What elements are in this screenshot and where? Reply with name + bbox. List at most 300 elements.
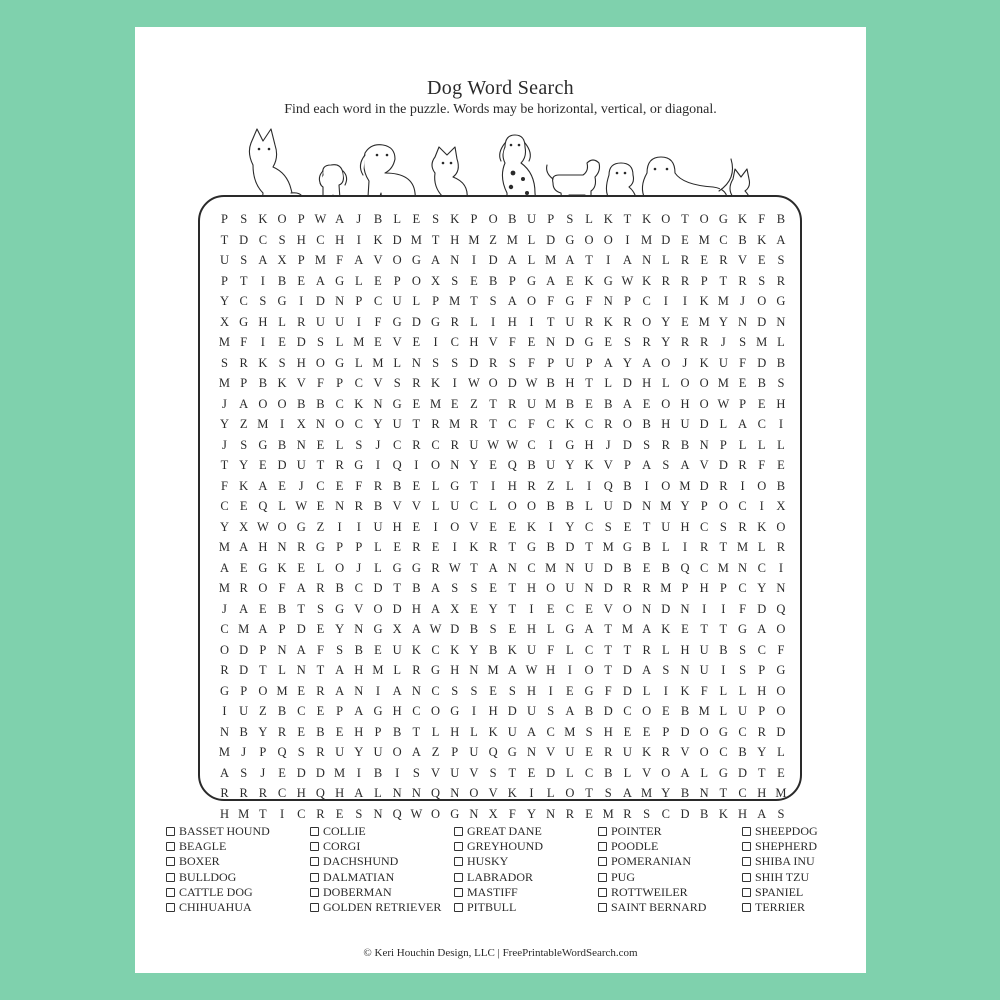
grid-letter[interactable]: M <box>218 581 231 595</box>
grid-letter[interactable]: X <box>392 622 402 636</box>
grid-letter[interactable]: K <box>642 745 652 759</box>
grid-letter[interactable]: O <box>392 253 402 267</box>
grid-letter[interactable]: K <box>680 683 690 698</box>
grid-letter[interactable]: N <box>603 294 613 308</box>
grid-letter[interactable]: R <box>297 314 306 329</box>
grid-letter[interactable]: M <box>410 232 423 247</box>
grid-letter[interactable]: T <box>412 724 421 739</box>
grid-letter[interactable]: U <box>565 581 575 595</box>
grid-letter[interactable]: Q <box>603 478 613 493</box>
grid-letter[interactable]: S <box>259 294 267 308</box>
grid-letter[interactable]: K <box>354 396 364 411</box>
grid-letter[interactable]: O <box>718 499 729 513</box>
grid-letter[interactable]: P <box>221 212 229 226</box>
grid-letter[interactable]: F <box>278 581 286 595</box>
grid-letter[interactable]: I <box>356 765 362 780</box>
grid-letter[interactable]: T <box>719 540 728 554</box>
grid-letter[interactable]: I <box>356 232 362 247</box>
grid-letter[interactable]: S <box>508 683 516 698</box>
grid-letter[interactable]: T <box>719 273 728 288</box>
grid-letter[interactable]: T <box>489 396 498 411</box>
grid-letter[interactable]: L <box>642 683 651 698</box>
grid-letter[interactable]: M <box>218 745 231 759</box>
grid-letter[interactable]: U <box>526 212 537 226</box>
grid-letter[interactable]: V <box>373 376 383 390</box>
grid-letter[interactable]: A <box>565 253 575 267</box>
grid-letter[interactable]: T <box>508 765 517 780</box>
grid-letter[interactable]: X <box>277 253 287 267</box>
grid-letter[interactable]: U <box>680 417 690 431</box>
grid-letter[interactable]: B <box>738 232 747 247</box>
grid-letter[interactable]: D <box>239 642 249 657</box>
grid-letter[interactable]: R <box>738 273 747 288</box>
grid-letter[interactable]: E <box>297 683 306 698</box>
grid-letter[interactable]: R <box>623 806 632 821</box>
grid-letter[interactable]: E <box>585 601 594 616</box>
word-item[interactable] <box>598 870 706 885</box>
grid-letter[interactable]: R <box>488 540 498 554</box>
grid-letter[interactable]: C <box>297 806 306 821</box>
grid-letter[interactable]: O <box>258 683 268 698</box>
grid-letter[interactable]: E <box>278 765 287 780</box>
grid-letter[interactable]: N <box>546 335 556 349</box>
word-item[interactable] <box>166 824 270 839</box>
grid-letter[interactable]: E <box>623 519 632 534</box>
grid-letter[interactable]: T <box>642 519 651 534</box>
grid-letter[interactable]: K <box>469 540 479 554</box>
grid-letter[interactable]: R <box>431 417 440 431</box>
grid-letter[interactable]: X <box>219 314 230 329</box>
grid-letter[interactable]: C <box>220 499 229 513</box>
grid-letter[interactable]: K <box>661 622 671 636</box>
grid-letter[interactable]: P <box>336 376 344 390</box>
grid-letter[interactable]: I <box>414 458 419 472</box>
grid-letter[interactable]: S <box>758 273 766 288</box>
grid-letter[interactable]: E <box>566 273 574 288</box>
word-item[interactable] <box>454 854 543 869</box>
grid-letter[interactable]: U <box>584 560 594 575</box>
grid-letter[interactable]: F <box>700 683 708 698</box>
checkbox-icon[interactable] <box>742 873 751 882</box>
grid-letter[interactable]: B <box>335 581 344 595</box>
grid-letter[interactable]: E <box>527 765 536 780</box>
grid-letter[interactable]: R <box>258 786 268 800</box>
grid-letter[interactable]: C <box>277 786 287 800</box>
grid-letter[interactable]: K <box>258 212 268 226</box>
grid-letter[interactable]: D <box>622 683 633 698</box>
grid-letter[interactable]: J <box>222 437 228 452</box>
grid-letter[interactable]: K <box>757 232 767 247</box>
grid-letter[interactable]: I <box>375 458 381 472</box>
grid-letter[interactable]: Y <box>622 355 633 370</box>
grid-letter[interactable]: P <box>623 294 632 308</box>
grid-letter[interactable]: N <box>469 806 479 821</box>
grid-letter[interactable]: G <box>431 663 441 677</box>
grid-letter[interactable]: M <box>334 765 346 780</box>
grid-letter[interactable]: N <box>373 396 383 411</box>
grid-letter[interactable]: B <box>373 765 383 780</box>
grid-letter[interactable]: J <box>356 212 362 226</box>
grid-letter[interactable]: S <box>451 273 459 288</box>
grid-letter[interactable]: Y <box>219 417 230 431</box>
grid-letter[interactable]: C <box>527 560 536 575</box>
grid-letter[interactable]: M <box>602 540 614 554</box>
grid-letter[interactable]: A <box>642 355 652 370</box>
grid-letter[interactable]: O <box>661 212 671 226</box>
grid-letter[interactable]: L <box>604 376 613 390</box>
grid-letter[interactable]: O <box>622 601 633 616</box>
grid-letter[interactable]: C <box>450 335 460 349</box>
grid-letter[interactable]: R <box>680 273 690 288</box>
grid-letter[interactable]: M <box>717 294 730 308</box>
grid-letter[interactable]: G <box>622 540 633 554</box>
grid-letter[interactable]: W <box>717 396 730 411</box>
grid-letter[interactable]: H <box>450 232 460 247</box>
grid-letter[interactable]: T <box>546 314 555 329</box>
grid-letter[interactable]: Y <box>526 806 537 821</box>
grid-letter[interactable]: E <box>642 724 651 739</box>
grid-letter[interactable]: K <box>277 560 287 575</box>
grid-letter[interactable]: U <box>603 499 613 513</box>
grid-letter[interactable]: W <box>487 437 500 452</box>
grid-letter[interactable]: K <box>603 314 613 329</box>
grid-letter[interactable]: L <box>757 540 766 554</box>
grid-letter[interactable]: V <box>488 335 498 349</box>
grid-letter[interactable]: B <box>316 396 325 411</box>
grid-letter[interactable]: D <box>546 232 556 247</box>
grid-letter[interactable]: A <box>776 232 786 247</box>
grid-letter[interactable]: Z <box>316 519 325 534</box>
grid-letter[interactable]: L <box>661 376 670 390</box>
grid-letter[interactable]: I <box>702 601 707 616</box>
grid-letter[interactable]: L <box>431 724 440 739</box>
grid-letter[interactable]: G <box>258 437 268 452</box>
grid-letter[interactable]: S <box>662 458 670 472</box>
grid-letter[interactable]: R <box>661 437 671 452</box>
grid-letter[interactable]: R <box>316 745 325 759</box>
grid-letter[interactable]: M <box>506 232 519 247</box>
grid-letter[interactable]: Q <box>680 560 690 575</box>
grid-letter[interactable]: R <box>642 335 651 349</box>
grid-letter[interactable]: O <box>642 704 652 718</box>
grid-letter[interactable]: H <box>738 806 748 821</box>
grid-letter[interactable]: I <box>471 704 477 718</box>
grid-letter[interactable]: L <box>335 335 344 349</box>
grid-letter[interactable]: R <box>604 417 613 431</box>
grid-letter[interactable]: O <box>699 745 709 759</box>
grid-letter[interactable]: E <box>566 683 574 698</box>
grid-letter[interactable]: P <box>355 540 363 554</box>
grid-letter[interactable]: G <box>258 560 268 575</box>
grid-letter[interactable]: N <box>699 786 709 800</box>
checkbox-icon[interactable] <box>598 888 607 897</box>
grid-letter[interactable]: H <box>335 786 345 800</box>
checkbox-icon[interactable] <box>598 827 607 836</box>
grid-letter[interactable]: I <box>548 683 553 698</box>
word-item[interactable] <box>598 900 706 915</box>
grid-letter[interactable]: S <box>566 212 574 226</box>
word-item[interactable] <box>166 870 270 885</box>
grid-letter[interactable]: E <box>450 396 459 411</box>
grid-letter[interactable]: F <box>547 294 555 308</box>
grid-letter[interactable]: Z <box>239 417 248 431</box>
grid-letter[interactable]: Z <box>546 478 555 493</box>
grid-letter[interactable]: D <box>757 355 767 370</box>
grid-letter[interactable]: W <box>621 273 634 288</box>
grid-letter[interactable]: E <box>527 335 536 349</box>
grid-letter[interactable]: H <box>450 724 460 739</box>
grid-letter[interactable]: C <box>584 642 594 657</box>
grid-letter[interactable]: B <box>642 417 651 431</box>
grid-letter[interactable]: I <box>548 519 553 534</box>
grid-letter[interactable]: Y <box>565 458 575 472</box>
grid-letter[interactable]: P <box>355 294 363 308</box>
grid-letter[interactable]: X <box>776 499 786 513</box>
grid-letter[interactable]: N <box>277 540 287 554</box>
grid-letter[interactable]: R <box>642 581 651 595</box>
grid-letter[interactable]: U <box>661 519 671 534</box>
grid-letter[interactable]: M <box>545 396 557 411</box>
grid-letter[interactable]: I <box>279 806 285 821</box>
grid-letter[interactable]: V <box>738 253 748 267</box>
grid-letter[interactable]: X <box>431 273 441 288</box>
grid-letter[interactable]: E <box>412 396 421 411</box>
grid-letter[interactable]: A <box>411 745 422 759</box>
grid-letter[interactable]: H <box>699 581 709 595</box>
grid-letter[interactable]: U <box>526 396 537 411</box>
grid-letter[interactable]: Y <box>354 745 364 759</box>
checkbox-icon[interactable] <box>598 842 607 851</box>
checkbox-icon[interactable] <box>598 903 607 912</box>
checkbox-icon[interactable] <box>166 903 175 912</box>
grid-letter[interactable]: V <box>392 499 402 513</box>
grid-letter[interactable]: R <box>565 806 575 821</box>
word-item[interactable] <box>598 824 706 839</box>
grid-letter[interactable]: A <box>603 355 613 370</box>
grid-letter[interactable]: T <box>604 663 613 677</box>
grid-letter[interactable]: Y <box>219 519 230 534</box>
grid-letter[interactable]: H <box>680 642 690 657</box>
grid-letter[interactable]: J <box>260 765 266 780</box>
grid-letter[interactable]: E <box>335 478 344 493</box>
grid-letter[interactable]: R <box>719 478 728 493</box>
grid-letter[interactable]: K <box>718 806 729 821</box>
grid-letter[interactable]: E <box>546 601 555 616</box>
grid-letter[interactable]: D <box>699 417 709 431</box>
grid-letter[interactable]: U <box>565 745 575 759</box>
grid-letter[interactable]: M <box>238 806 250 821</box>
grid-letter[interactable]: E <box>278 478 287 493</box>
grid-letter[interactable]: T <box>431 232 440 247</box>
grid-letter[interactable]: T <box>585 786 594 800</box>
grid-letter[interactable]: S <box>489 294 497 308</box>
grid-letter[interactable]: T <box>623 212 632 226</box>
grid-letter[interactable]: A <box>642 458 652 472</box>
grid-letter[interactable]: G <box>373 704 383 718</box>
grid-letter[interactable]: U <box>296 458 306 472</box>
grid-letter[interactable]: A <box>488 560 498 575</box>
grid-letter[interactable]: O <box>776 519 786 534</box>
grid-letter[interactable]: R <box>642 642 651 657</box>
word-item[interactable] <box>742 839 818 854</box>
grid-letter[interactable]: T <box>585 540 594 554</box>
grid-letter[interactable]: D <box>277 458 287 472</box>
grid-letter[interactable]: M <box>698 232 710 247</box>
grid-letter[interactable]: I <box>644 478 649 493</box>
grid-letter[interactable]: E <box>757 253 766 267</box>
grid-letter[interactable]: A <box>431 581 441 595</box>
grid-letter[interactable]: L <box>661 253 670 267</box>
grid-letter[interactable]: A <box>258 622 268 636</box>
grid-letter[interactable]: L <box>278 663 287 677</box>
grid-letter[interactable]: O <box>584 663 594 677</box>
grid-letter[interactable]: S <box>432 355 440 370</box>
grid-letter[interactable]: S <box>316 335 325 349</box>
grid-letter[interactable]: G <box>411 560 422 575</box>
grid-letter[interactable]: M <box>218 540 231 554</box>
grid-letter[interactable]: A <box>258 253 268 267</box>
word-item[interactable] <box>742 854 818 869</box>
grid-letter[interactable]: L <box>719 683 728 698</box>
grid-letter[interactable]: G <box>603 273 613 288</box>
grid-letter[interactable]: P <box>336 540 344 554</box>
grid-letter[interactable]: N <box>277 642 287 657</box>
grid-letter[interactable]: R <box>220 663 229 677</box>
grid-letter[interactable]: L <box>374 786 383 800</box>
grid-letter[interactable]: B <box>642 540 651 554</box>
grid-letter[interactable]: Y <box>680 499 690 513</box>
grid-letter[interactable]: V <box>354 601 364 616</box>
grid-letter[interactable]: V <box>411 499 422 513</box>
grid-letter[interactable]: E <box>681 314 690 329</box>
grid-letter[interactable]: D <box>469 355 479 370</box>
grid-letter[interactable]: J <box>720 335 726 349</box>
grid-letter[interactable]: W <box>448 560 461 575</box>
grid-letter[interactable]: C <box>469 499 479 513</box>
grid-letter[interactable]: C <box>546 417 556 431</box>
grid-letter[interactable]: O <box>431 458 441 472</box>
grid-letter[interactable]: A <box>431 253 441 267</box>
word-item[interactable] <box>310 854 441 869</box>
grid-letter[interactable]: I <box>682 540 688 554</box>
grid-letter[interactable]: B <box>776 212 786 226</box>
grid-letter[interactable]: B <box>738 745 747 759</box>
grid-letter[interactable]: H <box>757 683 767 698</box>
checkbox-icon[interactable] <box>454 842 463 851</box>
grid-letter[interactable]: S <box>777 806 785 821</box>
grid-letter[interactable]: U <box>699 642 709 657</box>
grid-letter[interactable]: M <box>449 417 461 431</box>
grid-letter[interactable]: H <box>526 581 537 595</box>
checkbox-icon[interactable] <box>454 827 463 836</box>
grid-letter[interactable]: A <box>565 704 575 718</box>
grid-letter[interactable]: D <box>661 601 671 616</box>
grid-letter[interactable]: E <box>738 376 747 390</box>
grid-letter[interactable]: T <box>412 417 421 431</box>
grid-letter[interactable]: D <box>507 704 518 718</box>
grid-letter[interactable]: A <box>392 683 402 698</box>
grid-letter[interactable]: A <box>219 765 230 780</box>
grid-letter[interactable]: A <box>680 765 690 780</box>
grid-letter[interactable]: I <box>721 663 726 677</box>
grid-letter[interactable]: K <box>757 519 767 534</box>
grid-letter[interactable]: L <box>354 273 363 288</box>
grid-letter[interactable]: G <box>526 540 537 554</box>
grid-letter[interactable]: U <box>718 355 729 370</box>
grid-letter[interactable]: F <box>777 642 785 657</box>
grid-letter[interactable]: S <box>221 355 229 370</box>
grid-letter[interactable]: X <box>450 601 460 616</box>
grid-letter[interactable]: L <box>431 478 440 493</box>
grid-letter[interactable]: O <box>526 294 537 308</box>
grid-letter[interactable]: G <box>411 253 422 267</box>
grid-letter[interactable]: E <box>585 745 594 759</box>
grid-letter[interactable]: D <box>507 376 518 390</box>
grid-letter[interactable]: I <box>586 478 592 493</box>
grid-letter[interactable]: S <box>297 745 305 759</box>
grid-letter[interactable]: S <box>470 683 478 698</box>
grid-letter[interactable]: A <box>642 622 652 636</box>
grid-letter[interactable]: V <box>603 601 613 616</box>
grid-letter[interactable]: O <box>373 601 383 616</box>
grid-letter[interactable]: M <box>641 786 653 800</box>
grid-letter[interactable]: H <box>335 232 345 247</box>
grid-letter[interactable]: C <box>584 519 594 534</box>
grid-letter[interactable]: P <box>623 458 632 472</box>
grid-letter[interactable]: P <box>662 724 670 739</box>
grid-letter[interactable]: P <box>451 745 459 759</box>
grid-letter[interactable]: N <box>392 786 402 800</box>
grid-letter[interactable]: G <box>565 294 575 308</box>
grid-letter[interactable]: I <box>778 417 784 431</box>
grid-letter[interactable]: M <box>602 806 614 821</box>
grid-letter[interactable]: A <box>546 273 556 288</box>
grid-letter[interactable]: R <box>239 581 249 595</box>
grid-letter[interactable]: P <box>240 376 248 390</box>
grid-letter[interactable]: G <box>335 601 345 616</box>
grid-letter[interactable]: A <box>335 683 345 698</box>
grid-letter[interactable]: M <box>660 581 672 595</box>
grid-letter[interactable]: N <box>642 253 652 267</box>
grid-letter[interactable]: P <box>719 437 728 452</box>
grid-letter[interactable]: R <box>431 560 440 575</box>
grid-letter[interactable]: R <box>412 376 421 390</box>
grid-letter[interactable]: Y <box>757 745 767 759</box>
grid-letter[interactable]: V <box>431 765 441 780</box>
grid-letter[interactable]: U <box>699 663 709 677</box>
grid-letter[interactable]: S <box>585 724 593 739</box>
grid-letter[interactable]: H <box>219 806 230 821</box>
grid-letter[interactable]: R <box>508 396 517 411</box>
grid-letter[interactable]: B <box>277 437 287 452</box>
grid-letter[interactable]: I <box>548 437 553 452</box>
grid-letter[interactable]: I <box>433 335 438 349</box>
grid-letter[interactable]: S <box>604 519 612 534</box>
grid-letter[interactable]: H <box>603 724 613 739</box>
grid-letter[interactable]: K <box>239 478 249 493</box>
grid-letter[interactable]: E <box>585 806 594 821</box>
grid-letter[interactable]: R <box>680 335 690 349</box>
grid-letter[interactable]: H <box>258 314 268 329</box>
grid-letter[interactable]: L <box>278 499 287 513</box>
checkbox-icon[interactable] <box>166 873 175 882</box>
grid-letter[interactable]: T <box>470 560 478 575</box>
grid-letter[interactable]: D <box>757 314 767 329</box>
grid-letter[interactable]: T <box>470 478 478 493</box>
grid-letter[interactable]: F <box>547 642 555 657</box>
grid-letter[interactable]: U <box>469 437 479 452</box>
grid-letter[interactable]: A <box>219 560 230 575</box>
